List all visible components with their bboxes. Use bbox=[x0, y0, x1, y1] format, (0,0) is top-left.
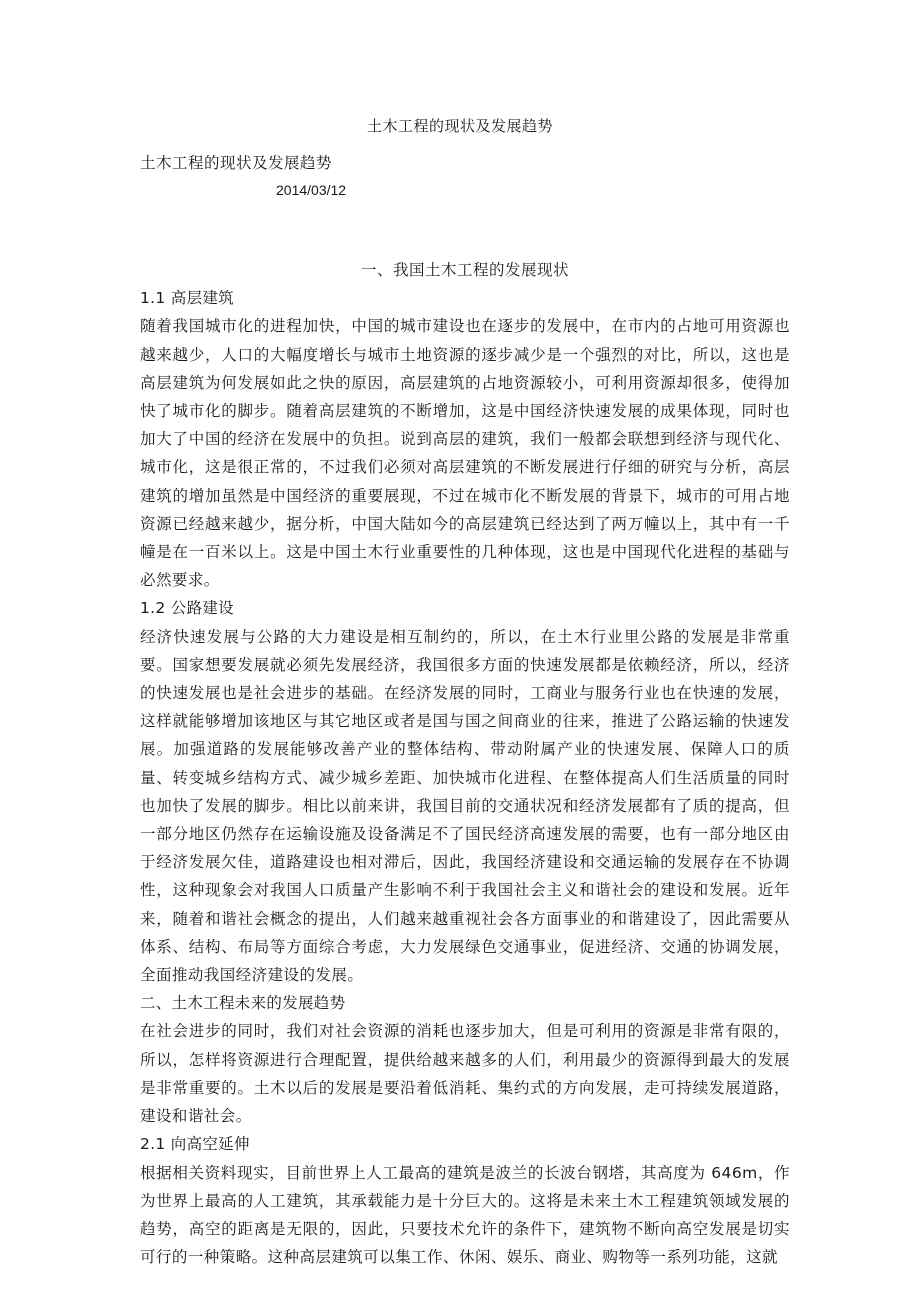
section-1-1-paragraph: 随着我国城市化的进程加快，中国的城市建设也在逐步的发展中，在市内的占地可用资源也越来越少，人口的大幅度增长与城市土地资源的逐步减少是一个强烈的对比，所以，这也是高层建筑为何发展如此之快的原因，高层建筑的占地资源较小，可利用资源却很多，使得加快了城市化的脚步。随着高层建筑的不断增加，这是中国经济快速发展的成果体现，同时也加大了中国的经济在发展中的负担。说到高层的建筑，我们一般都会联想到经济与现代化、城市化，这是很正常的，不过我们必须对高层建筑的不断发展进行仔细的研究与分析，高层建筑的增加虽然是中国经济的重要展现，不过在城市化不断发展的背景下，城市的可用占地资源已经越来越少，据分析，中国大陆如今的高层建筑已经达到了两万幢以上，其中有一千幢是在一百米以上。这是中国土木行业重要性的几种体现，这也是中国现代化进程的基础与必然要求。 bbox=[140, 317, 790, 590]
section-2-1-paragraph: 根据相关资料现实，目前世界上人工最高的建筑是波兰的长波台钢塔，其高度为 646m，作为世界上最高的人工建筑，其承载能力是十分巨大的。这将是未来土木工程建筑领域发展的趋势，高空的距离是无限的，因此，只要技术允许的条件下，建筑物不断向高空发展是切实可行的一种策略。这种高层建筑可以集工作、休闲、娱乐、商业、购物等一系列功能，这就 bbox=[140, 1163, 790, 1267]
section-1-2-paragraph: 经济快速发展与公路的大力建设是相互制约的，所以，在土木行业里公路的发展是非常重要。国家想要发展就必须先发展经济，我国很多方面的快速发展都是依赖经济，所以，经济的快速发展也是社会进步的基础。在经济发展的同时，工商业与服务行业也在快速的发展，这样就能够增加该地区与其它地区或者是国与国之间商业的往来，推进了公路运输的快速发展。加强道路的发展能够改善产业的整体结构、带动附属产业的快速发展、保障人口的质量、转变城乡结构方式、减少城乡差距、加快城市化进程、在整体提高人们生活质量的同时也加快了发展的脚步。相比以前来讲，我国目前的交通状况和经济发展都有了质的提高，但一部分地区仍然存在运输设施及设备满足不了国民经济高速发展的需要，也有一部分地区由于经济发展欠佳，道路建设也相对滞后，因此，我国经济建设和交通运输的发展存在不协调性，这种现象会对我国人口质量产生影响不利于我国社会主义和谐社会的建设和发展。近年来，随着和谐社会概念的提出，人们越来越重视社会各方面事业的和谐建设了，因此需要从体系、结构、布局等方面综合考虑，大力发展绿色交通事业，促进经济、交通的协调发展，全面推动我国经济建设的发展。 bbox=[140, 627, 790, 985]
document-body bbox=[140, 256, 790, 1271]
part1-heading: 一、我国土木工程的发展现状 bbox=[360, 261, 569, 279]
document-subtitle: 土木工程的现状及发展趋势 bbox=[140, 154, 333, 172]
document-date: 2014/03/12 bbox=[276, 182, 347, 198]
part2-paragraph: 在社会进步的同时，我们对社会资源的消耗也逐步加大，但是可利用的资源是非常有限的，所以，怎样将资源进行合理配置，提供给越来越多的人们，利用最少的资源得到最大的发展是非常重要的。土木以后的发展是要沿着低消耗、集约式的方向发展，走可持续发展道路，建设和谐社会。 bbox=[140, 1022, 790, 1126]
document-title: 土木工程的现状及发展趋势 bbox=[366, 117, 553, 135]
section-1-1-heading: 1.1 高层建筑 bbox=[140, 289, 234, 308]
part2-heading: 二、土木工程未来的发展趋势 bbox=[140, 994, 346, 1013]
section-2-1-heading: 2.1 向高空延伸 bbox=[140, 1135, 250, 1154]
section-1-2-heading: 1.2 公路建设 bbox=[140, 599, 234, 618]
